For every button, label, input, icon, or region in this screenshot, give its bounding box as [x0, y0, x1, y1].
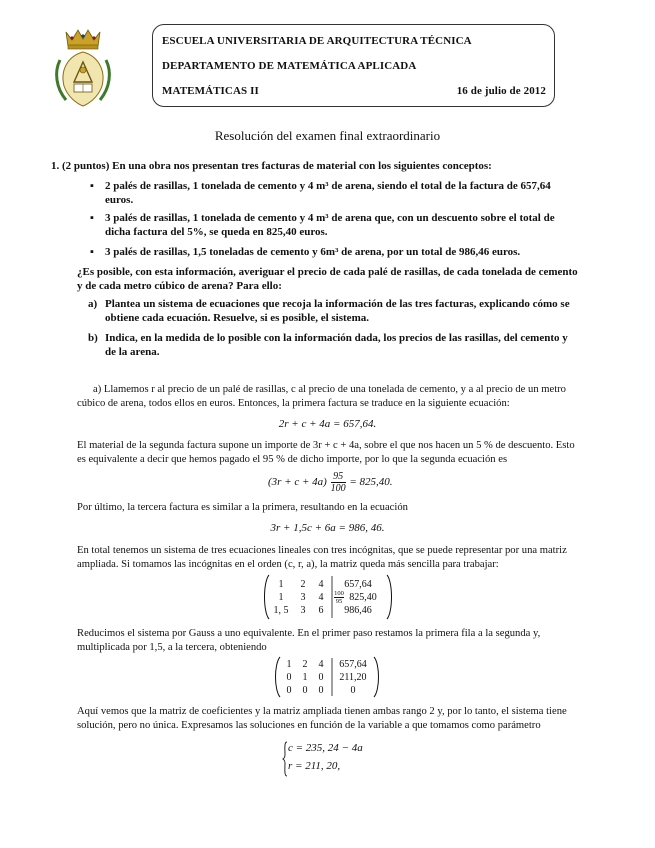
matrix-cell: 4 [318, 579, 324, 590]
matrix-cell: 0 [286, 685, 292, 696]
fraction [334, 590, 344, 605]
exam-date: 16 de julio de 2012 [456, 85, 546, 97]
page-title: Resolución del examen final extraordinario [214, 128, 441, 143]
matrix-separator [331, 576, 333, 618]
matrix-cell: 4 [318, 659, 324, 670]
solution-paragraph: El material de la segunda factura supone un importe de 3r + c + 4a, sobre el que nos hacen un 5 % de descuento. Esto es equivalente a decir que hemos pagado el 95 % de dicho importe, por lo que la segunda ecuación es [77, 440, 575, 465]
fraction-numerator: 100 [334, 590, 344, 597]
solution-paragraph: Aquí vemos que la matriz de coeficientes y la matriz ampliada tienen ambas rango 2 y, por lo tanto, el sistema tiene solución, pero no única. Expresamos las soluciones en función de la variable a que tomamos como parámetro [77, 706, 567, 731]
list-item: ▪ 3 palés de rasillas, 1 tonelada de cemento y 4 m³ de arena que, con un descuento sobre el total de dicha factura del 5%, se queda en 825,40 euros. [105, 211, 578, 239]
part-text: Indica, en la medida de lo posible con la información dada, los precios de las rasillas, del cemento y de la arena. [105, 332, 568, 358]
matrix-cell: 825,40 [349, 592, 377, 603]
course-name: MATEMÁTICAS II [162, 85, 259, 97]
matrix-bracket-right [373, 656, 381, 698]
matrix-cell: 6 [318, 605, 324, 616]
matrix-cell: 0 [286, 672, 292, 683]
equation [268, 471, 393, 494]
fraction [331, 471, 346, 494]
fraction-denominator: 95 [335, 598, 343, 605]
solution-paragraph: a) Llamemos r al precio de un palé de rasillas, c al precio de una tonelada de cemento, y a al precio de un metro cúbico de arena, todos ellos en euros. Entonces, la primera factura se traduce en la siguiente ecuación: [77, 384, 566, 409]
fraction-numerator: 95 [331, 471, 346, 483]
matrix-cell: 657,64 [339, 659, 367, 670]
matrix-cell: 1 [278, 579, 284, 590]
school-name: ESCUELA UNIVERSITARIA DE ARQUITECTURA TÉCNICA [162, 35, 472, 47]
list-item: ▪ 3 palés de rasillas, 1,5 toneladas de cemento y 6m³ de arena, por un total de 986,46 euros. [105, 245, 578, 259]
solution-paragraph: Reducimos el sistema por Gauss a uno equivalente. En el primer paso restamos la primera fila a la segunda y, multiplicada por 1,5, a la tercera, obteniendo [77, 628, 541, 653]
matrix-cell: 1 [286, 659, 292, 670]
matrix-cell: 1 [278, 592, 284, 603]
matrix-cell: 0 [350, 685, 356, 696]
matrix-cell: 2 [302, 659, 308, 670]
problem-statement: 1. (2 puntos) En una obra nos presentan tres facturas de material con los siguientes conceptos: [51, 160, 492, 172]
problem-question: ¿Es posible, con esta información, averiguar el precio de cada palé de rasillas, de cada tonelada de cemento y de cada metro cúbico de arena? Para ello: [77, 266, 578, 292]
matrix-bracket-left [273, 656, 281, 698]
system-equation: r = 211, 20, [288, 760, 341, 772]
equation: 2r + c + 4a = 657,64. [278, 418, 377, 430]
part-label: a) [88, 298, 98, 310]
solution-paragraph: En total tenemos un sistema de tres ecuaciones lineales con tres incógnitas, que se puede representar por una matriz ampliada. Si tomamos las incógnitas en el orden (c, r, a), la matriz queda más sencilla para trabajar: [77, 545, 567, 570]
solution-paragraph: Por último, la tercera factura es similar a la primera, resultando en la ecuación [77, 502, 408, 513]
fraction-denominator: 100 [330, 483, 346, 494]
matrix-cell: 0 [302, 685, 308, 696]
equation-right: = 825,40. [349, 476, 393, 489]
matrix-cell: 2 [300, 579, 306, 590]
matrix-cell: 3 [300, 592, 306, 603]
matrix-cell: 1, 5 [273, 605, 289, 616]
matrix-cell: 3 [300, 605, 306, 616]
system-equation: c = 235, 24 − 4a [288, 742, 363, 754]
part-text: Plantea un sistema de ecuaciones que recoja la información de las tres facturas, explicando cómo se obtiene cada ecuación. Resuelve, si es posible, el sistema. [105, 298, 570, 324]
matrix-cell: 0 [318, 672, 324, 683]
list-item: ▪ 2 palés de rasillas, 1 tonelada de cemento y 4 m³ de arena, siendo el total de la factura de 657,64 euros. [105, 179, 578, 207]
matrix-cell: 657,64 [344, 579, 372, 590]
equation: 3r + 1,5c + 6a = 986, 46. [270, 522, 385, 534]
reduced-matrix [273, 656, 381, 698]
exam-header [152, 24, 555, 107]
part-label: b) [88, 332, 98, 344]
matrix-cell: 1 [302, 672, 308, 683]
equation-left: (3r + c + 4a) [268, 476, 327, 489]
matrix-separator [331, 658, 333, 696]
department-name: DEPARTAMENTO DE MATEMÁTICA APLICADA [162, 60, 417, 72]
matrix-cell: 4 [318, 592, 324, 603]
crest-icon [52, 26, 114, 108]
matrix-cell: 0 [318, 685, 324, 696]
matrix-cell: 986,46 [344, 605, 372, 616]
matrix-bracket-right [386, 574, 394, 620]
matrix-cell: 211,20 [339, 672, 367, 683]
augmented-matrix [262, 574, 394, 620]
